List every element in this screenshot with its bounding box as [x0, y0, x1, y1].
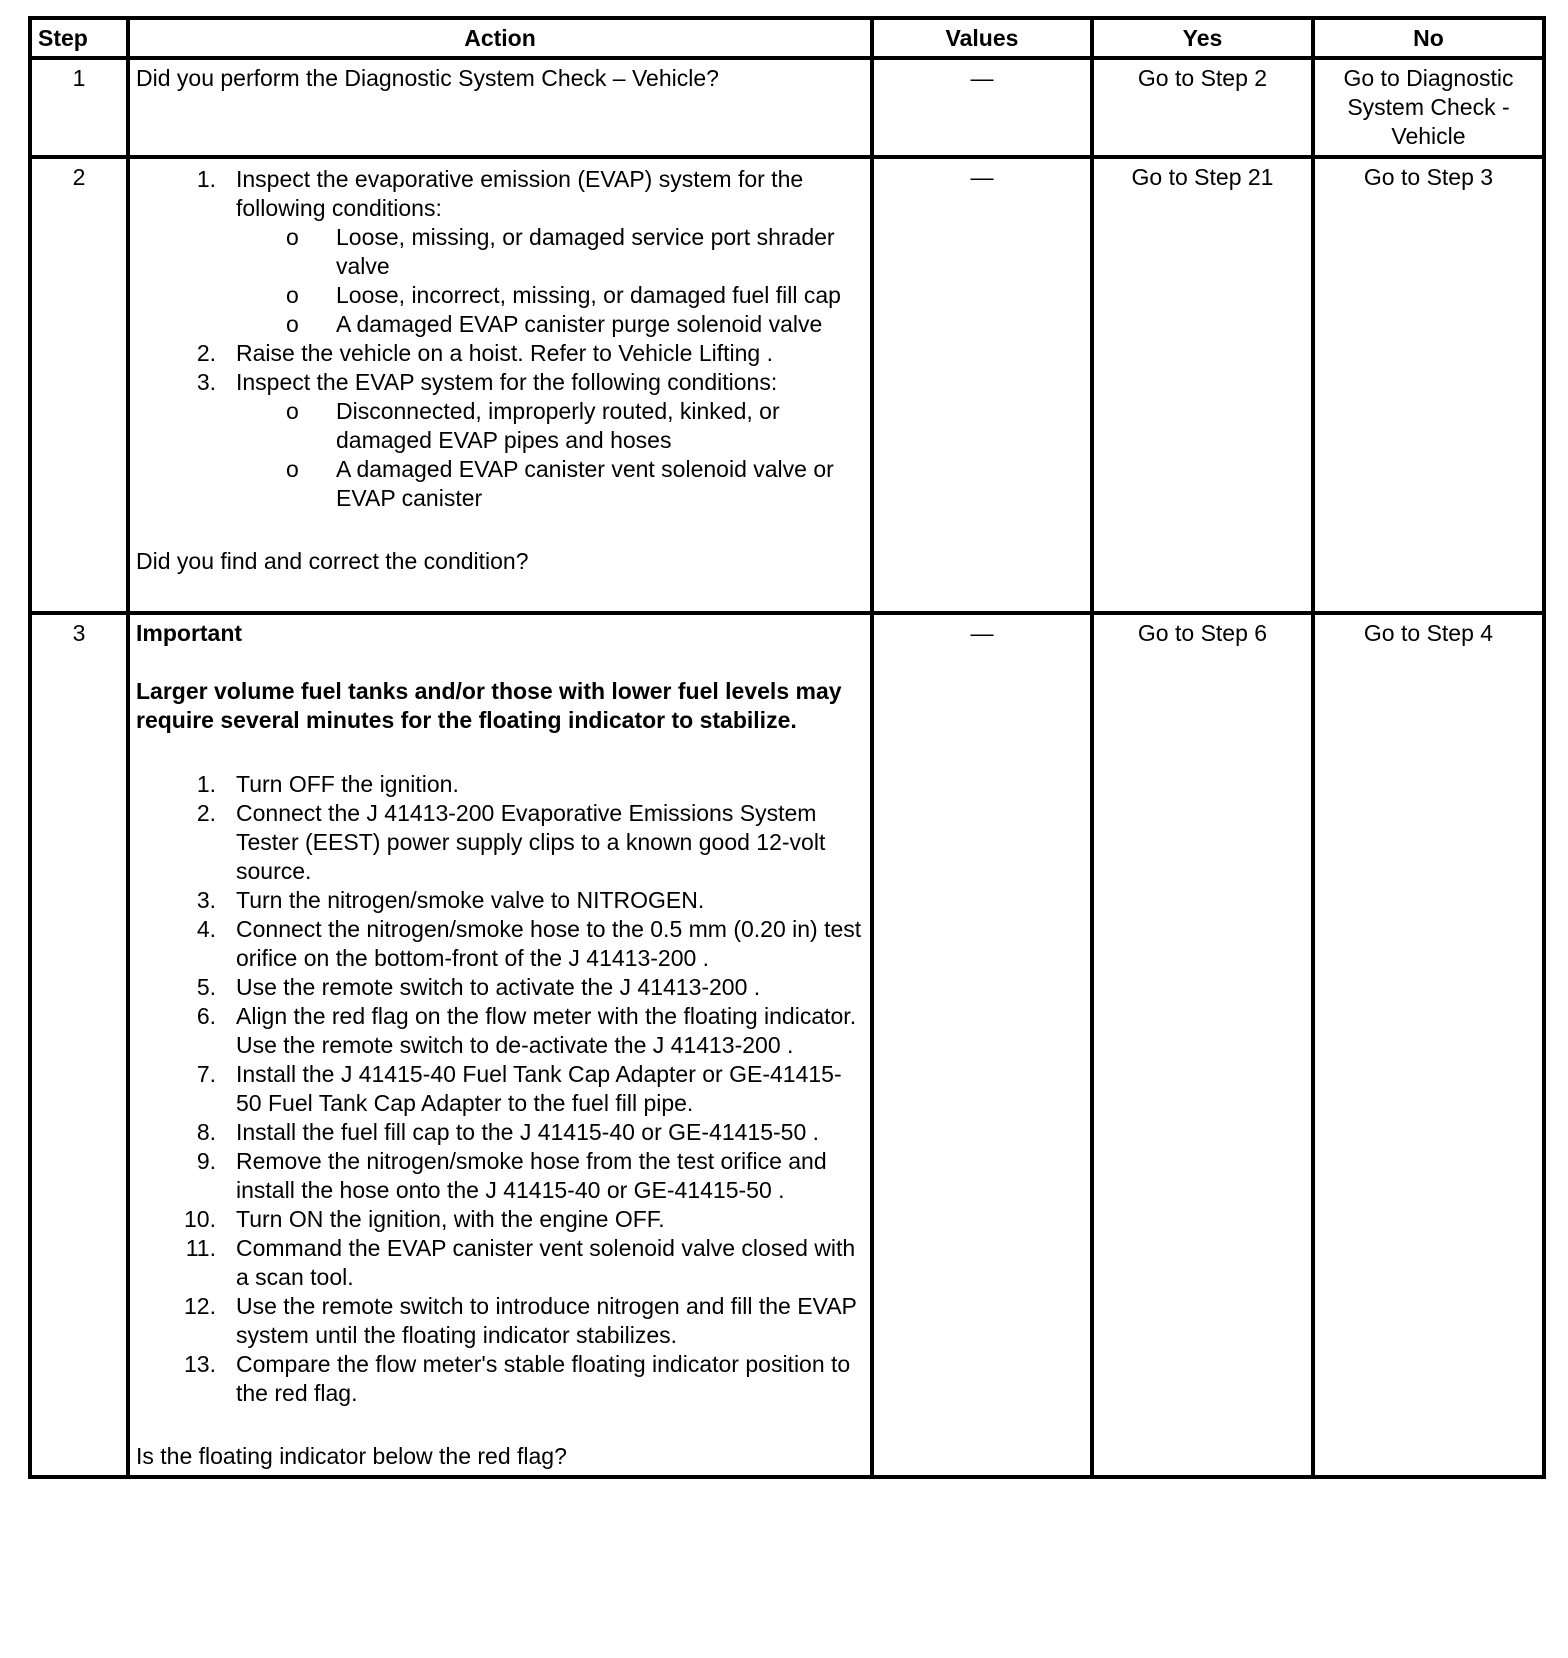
- list-item: 12. Use the remote switch to introduce nitrogen and fill the EVAP system until the floating indicator stabilizes.: [184, 1293, 857, 1348]
- list-item: 5. Use the remote switch to activate the J 41413-200 .: [196, 974, 761, 1000]
- list-item: 4. Connect the nitrogen/smoke hose to the 0.5 mm (0.20 in) test orifice on the bottom-front of the J 41413-200 .: [196, 916, 862, 971]
- list-item: 10. Turn ON the ignition, with the engine OFF.: [184, 1206, 665, 1232]
- list-item: o A damaged EVAP canister vent solenoid valve or EVAP canister: [336, 455, 864, 513]
- list-item: 13. Compare the flow meter's stable floating indicator position to the red flag.: [184, 1351, 851, 1406]
- table-row-step-2: [30, 157, 1544, 613]
- yes-link[interactable]: Go to Step 2: [1092, 58, 1313, 157]
- action-question: Is the floating indicator below the red flag?: [136, 1443, 567, 1469]
- diagnostic-table: [28, 16, 1546, 1479]
- values-cell: —: [872, 58, 1092, 157]
- values-cell: —: [872, 613, 1092, 1477]
- sub-list: [236, 223, 864, 339]
- action-cell: [128, 58, 872, 157]
- list-item: 3. Turn the nitrogen/smoke valve to NITROGEN.: [196, 887, 705, 913]
- list-item: 3. Inspect the EVAP system for the following conditions: o Disconnected, improperly routed, kinked, or damaged EVAP pipes and hoses o A damaged EVAP canister vent solenoid valve or EVAP canister: [236, 368, 864, 513]
- header-no: No: [1313, 18, 1544, 58]
- list-item: 7. Install the J 41415-40 Fuel Tank Cap Adapter or GE-41415-50 Fuel Tank Cap Adapter to the fuel fill pipe.: [196, 1061, 842, 1116]
- action-question: Did you find and correct the condition?: [136, 548, 529, 574]
- list-item: o Disconnected, improperly routed, kinked, or damaged EVAP pipes and hoses: [336, 397, 864, 455]
- important-title: Important: [136, 620, 243, 646]
- no-link[interactable]: Go to Diagnostic System Check - Vehicle: [1313, 58, 1544, 157]
- step-number: 3: [30, 613, 128, 1477]
- list-item: 6. Align the red flag on the flow meter with the floating indicator. Use the remote switch to de-activate the J 41413-200 .: [196, 1003, 857, 1058]
- step-number: 1: [30, 58, 128, 157]
- important-note: Larger volume fuel tanks and/or those with lower fuel levels may require several minutes for the floating indicator to stabilize.: [136, 678, 842, 733]
- no-link[interactable]: Go to Step 4: [1313, 613, 1544, 1477]
- action-steps-list: [136, 165, 864, 513]
- header-action: Action: [128, 18, 872, 58]
- list-item: 11. Command the EVAP canister vent solenoid valve closed with a scan tool.: [185, 1235, 856, 1290]
- yes-link[interactable]: Go to Step 21: [1092, 157, 1313, 613]
- table-row-step-1: [30, 58, 1544, 157]
- action-question: Did you perform the Diagnostic System Check – Vehicle?: [136, 65, 719, 91]
- header-yes: Yes: [1092, 18, 1313, 58]
- list-item: 1. Inspect the evaporative emission (EVAP) system for the following conditions: o Loose, missing, or damaged service port shrader valve o Loose, incorrect, missing, or damaged fuel fill cap o A damaged EVAP canister purge solenoid valve: [236, 165, 864, 339]
- list-item: 9. Remove the nitrogen/smoke hose from the test orifice and install the hose onto the J 41415-40 or GE-41415-50 .: [196, 1148, 827, 1203]
- list-item: o Loose, missing, or damaged service port shrader valve: [336, 223, 864, 281]
- action-steps-list: [136, 770, 864, 1408]
- header-row: [30, 18, 1544, 58]
- list-item: 2. Raise the vehicle on a hoist. Refer to Vehicle Lifting .: [196, 340, 773, 366]
- list-item: 8. Install the fuel fill cap to the J 41415-40 or GE-41415-50 .: [196, 1119, 820, 1145]
- list-item: 2. Connect the J 41413-200 Evaporative Emissions System Tester (EEST) power supply clips to a known good 12-volt source.: [196, 800, 826, 884]
- action-cell: [128, 157, 872, 613]
- table-row-step-3: [30, 613, 1544, 1477]
- step-number: 2: [30, 157, 128, 613]
- values-cell: —: [872, 157, 1092, 613]
- header-step: Step: [30, 18, 128, 58]
- yes-link[interactable]: Go to Step 6: [1092, 613, 1313, 1477]
- list-item: 1. Turn OFF the ignition.: [196, 771, 459, 797]
- list-item: o A damaged EVAP canister purge solenoid valve: [336, 310, 864, 339]
- no-link[interactable]: Go to Step 3: [1313, 157, 1544, 613]
- list-item: o Loose, incorrect, missing, or damaged fuel fill cap: [336, 281, 864, 310]
- header-values: Values: [872, 18, 1092, 58]
- sub-list: [236, 397, 864, 513]
- action-cell: [128, 613, 872, 1477]
